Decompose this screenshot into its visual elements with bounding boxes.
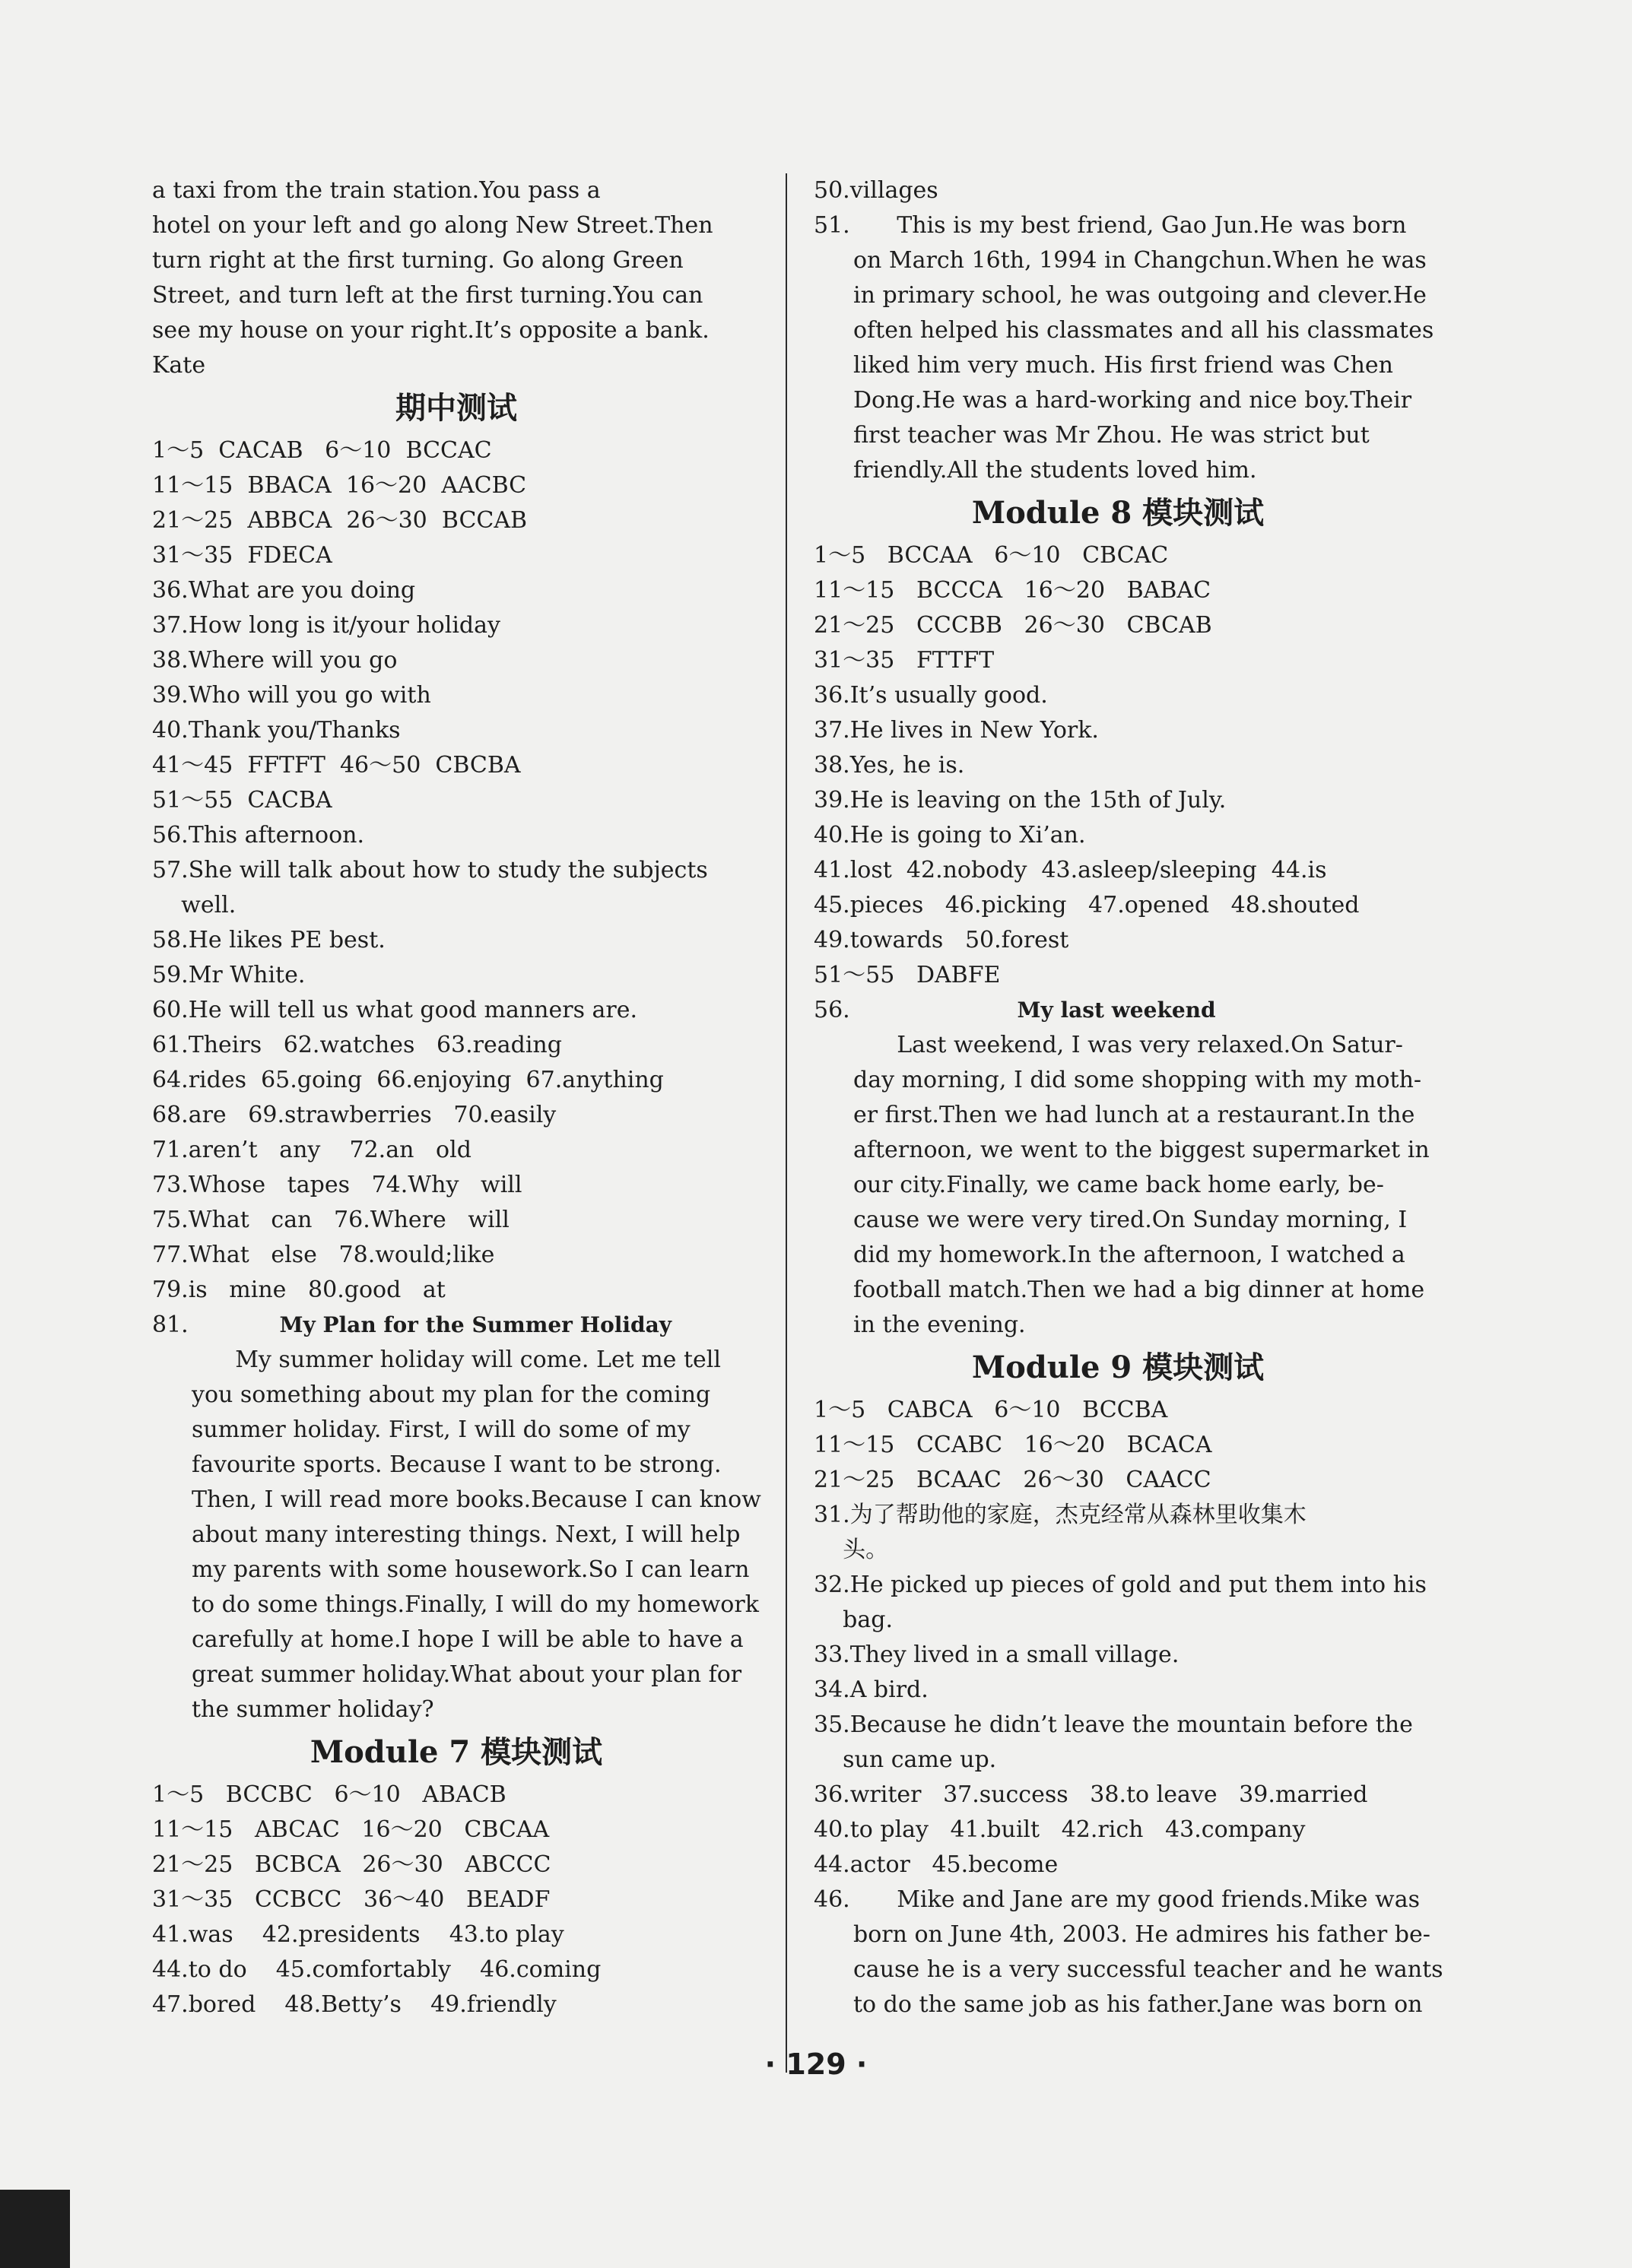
answer-line: 11～15 ABCAC 16～20 CBCAA bbox=[152, 1816, 550, 1843]
text-line: see my house on your right.It’s opposite a bank. bbox=[152, 317, 710, 344]
answer-line: 40.He is going to Xi’an. bbox=[814, 822, 1086, 849]
answer-line: 61.Theirs 62.watches 63.reading bbox=[152, 1032, 562, 1058]
page-number: · 129 · bbox=[764, 2048, 868, 2081]
answer-line: 56.This afternoon. bbox=[152, 822, 365, 849]
answer-line: 41.lost 42.nobody 43.asleep/sleeping 44.is bbox=[814, 857, 1327, 883]
essay-line: Mike and Jane are my good friends.Mike was bbox=[853, 1886, 1420, 1913]
answer-line: 31～35 FTTFT bbox=[814, 647, 995, 674]
module9-answers bbox=[814, 1393, 1427, 1883]
answer-line: 47.bored 48.Betty’s 49.friendly bbox=[152, 1991, 557, 2018]
intro-block bbox=[152, 173, 760, 383]
module9-heading: Module 9 模块测试 bbox=[971, 1350, 1265, 1385]
answer-line: 51～55 CACBA bbox=[152, 787, 332, 814]
right-column bbox=[814, 173, 1443, 2022]
answer-line: 39.Who will you go with bbox=[152, 682, 431, 709]
answer-line: 45.pieces 46.picking 47.opened 48.shouted bbox=[814, 892, 1360, 918]
essay-line: er first.Then we had lunch at a restaurant.In the bbox=[853, 1102, 1415, 1128]
essay-line: often helped his classmates and all his classmates bbox=[853, 317, 1434, 344]
essay-line: summer holiday. First, I will do some of my bbox=[192, 1416, 691, 1443]
essay-line: to do some things.Finally, I will do my homework bbox=[192, 1591, 759, 1618]
essay-46-number: 46. bbox=[814, 1886, 850, 1913]
answer-line: 1～5 CACAB 6～10 BCCAC bbox=[152, 437, 492, 464]
essay-line: This is my best friend, Gao Jun.He was born bbox=[853, 212, 1407, 239]
answer-line: 79.is mine 80.good at bbox=[152, 1277, 446, 1303]
essay-line: in primary school, he was outgoing and clever.He bbox=[853, 282, 1427, 309]
answer-line: 41.was 42.presidents 43.to play bbox=[152, 1921, 564, 1948]
essay-line: born on June 4th, 2003. He admires his father be- bbox=[853, 1921, 1430, 1948]
essay-line: football match.Then we had a big dinner at home bbox=[853, 1277, 1425, 1303]
answer-line: 36.It’s usually good. bbox=[814, 682, 1048, 709]
answer-line: 40.to play 41.built 42.rich 43.company bbox=[814, 1816, 1306, 1843]
answer-line: 36.What are you doing bbox=[152, 577, 416, 604]
answer-line: well. bbox=[152, 892, 237, 918]
essay-line: the summer holiday? bbox=[192, 1696, 434, 1723]
answer-line: 21～25 BCBCA 26～30 ABCCC bbox=[152, 1851, 551, 1878]
answer-line: 51～55 DABFE bbox=[814, 962, 1001, 988]
text-line: hotel on your left and go along New Street.Then bbox=[152, 212, 713, 239]
essay-81 bbox=[152, 1308, 760, 1727]
essay-56 bbox=[814, 993, 1430, 1343]
answer-line: 31～35 CCBCC 36～40 BEADF bbox=[152, 1886, 551, 1913]
text-line: turn right at the first turning. Go along Green bbox=[152, 247, 684, 274]
answer-line: 34.A bird. bbox=[814, 1676, 929, 1703]
essay-81-number: 81. bbox=[152, 1312, 189, 1338]
answer-line: 60.He will tell us what good manners are. bbox=[152, 997, 638, 1023]
essay-51 bbox=[814, 208, 1434, 488]
essay-line: on March 16th, 1994 in Changchun.When he was bbox=[853, 247, 1427, 274]
answer-line: 41～45 FFTFT 46～50 CBCBA bbox=[152, 752, 521, 779]
essay-81-header bbox=[152, 1308, 760, 1343]
essay-line: about many interesting things. Next, I will help bbox=[192, 1521, 741, 1548]
answer-line: 71.aren’t any 72.an old bbox=[152, 1137, 472, 1163]
essay-line: friendly.All the students loved him. bbox=[853, 457, 1257, 484]
answer-line: 44.to do 45.comfortably 46.coming bbox=[152, 1956, 602, 1983]
module8-answers bbox=[814, 538, 1422, 993]
answer-line: 36.writer 37.success 38.to leave 39.married bbox=[814, 1781, 1368, 1808]
answer-line: 59.Mr White. bbox=[152, 962, 306, 988]
essay-line: cause he is a very successful teacher and he wants bbox=[853, 1956, 1443, 1983]
module7-answers bbox=[152, 1778, 760, 2022]
answer-line: 50.villages bbox=[814, 177, 938, 204]
essay-line: first teacher was Mr Zhou. He was strict but bbox=[853, 422, 1370, 449]
module8-heading: Module 8 模块测试 bbox=[971, 495, 1265, 531]
answer-line: 44.actor 45.become bbox=[814, 1851, 1059, 1878]
essay-46 bbox=[814, 1883, 1443, 2022]
essay-line: Last weekend, I was very relaxed.On Satur- bbox=[853, 1032, 1403, 1058]
column-divider bbox=[786, 173, 787, 2073]
answer-line: 68.are 69.strawberries 70.easily bbox=[152, 1102, 557, 1128]
answer-line: 38.Yes, he is. bbox=[814, 752, 965, 779]
essay-81-title: My Plan for the Summer Holiday bbox=[279, 1312, 672, 1337]
answer-line: 21～25 BCAAC 26～30 CAACC bbox=[814, 1467, 1211, 1493]
answer-line: 64.rides 65.going 66.enjoying 67.anything bbox=[152, 1067, 664, 1093]
essay-line: cause we were very tired.On Sunday morning, I bbox=[853, 1207, 1408, 1233]
answer-line: 1～5 BCCBC 6～10 ABACB bbox=[152, 1781, 506, 1808]
answer-line: sun came up. bbox=[814, 1746, 997, 1773]
answer-line: 33.They lived in a small village. bbox=[814, 1642, 1180, 1668]
essay-line: afternoon, we went to the biggest supermarket in bbox=[853, 1137, 1430, 1163]
answer-line: 73.Whose tapes 74.Why will bbox=[152, 1172, 522, 1198]
essay-56-title: My last weekend bbox=[1017, 998, 1216, 1023]
answer-line: 37.How long is it/your holiday bbox=[152, 612, 500, 639]
answer-line: 32.He picked up pieces of gold and put them into his bbox=[814, 1572, 1427, 1598]
corner-mark bbox=[0, 2190, 70, 2268]
essay-line: our city.Finally, we came back home early, be- bbox=[853, 1172, 1384, 1198]
answer-line: 31～35 FDECA bbox=[152, 542, 332, 569]
module7-heading: Module 7 模块测试 bbox=[310, 1734, 603, 1770]
text-line: a taxi from the train station.You pass a bbox=[152, 177, 601, 204]
essay-56-number: 56. bbox=[814, 997, 850, 1023]
left-column bbox=[152, 173, 760, 2022]
answer-line: 11～15 BCCCA 16～20 BABAC bbox=[814, 577, 1211, 604]
answer-line: 77.What else 78.would;like bbox=[152, 1242, 495, 1268]
essay-line: to do the same job as his father.Jane was born on bbox=[853, 1991, 1423, 2018]
essay-line: Dong.He was a hard-working and nice boy.Their bbox=[853, 387, 1412, 414]
answer-line: 1～5 CABCA 6～10 BCCBA bbox=[814, 1397, 1168, 1423]
answer-line: 38.Where will you go bbox=[152, 647, 398, 674]
essay-line: you something about my plan for the coming bbox=[192, 1381, 711, 1408]
essay-line: my parents with some housework.So I can learn bbox=[192, 1556, 750, 1583]
midterm-answers bbox=[152, 433, 760, 1308]
answer-line: 40.Thank you/Thanks bbox=[152, 717, 401, 744]
essay-line: favourite sports. Because I want to be strong. bbox=[192, 1451, 722, 1478]
answer-line: 35.Because he didn’t leave the mountain before the bbox=[814, 1711, 1413, 1738]
answer-line: 11～15 CCABC 16～20 BCACA bbox=[814, 1432, 1212, 1458]
answer-line: 31.为了帮助他的家庭，杰克经常从森林里收集木 bbox=[814, 1502, 1307, 1528]
essay-46-body bbox=[814, 1883, 1443, 2022]
essay-line: in the evening. bbox=[853, 1312, 1026, 1338]
essay-line: day morning, I did some shopping with my moth- bbox=[853, 1067, 1422, 1093]
essay-line: My summer holiday will come. Let me tell bbox=[192, 1347, 721, 1373]
answer-line: 57.She will talk about how to study the subjects bbox=[152, 857, 708, 883]
text-line: Street, and turn left at the first turning.You can bbox=[152, 282, 703, 309]
answer-line: 头。 bbox=[814, 1537, 889, 1563]
essay-51-body bbox=[814, 208, 1434, 488]
essay-line: carefully at home.I hope I will be able to have a bbox=[192, 1626, 744, 1653]
essay-56-header bbox=[814, 993, 1422, 1028]
essay-51-number: 51. bbox=[814, 212, 850, 239]
midterm-heading: 期中测试 bbox=[395, 390, 517, 426]
essay-line: did my homework.In the afternoon, I watched a bbox=[853, 1242, 1405, 1268]
answer-line: 37.He lives in New York. bbox=[814, 717, 1099, 744]
answer-line: 58.He likes PE best. bbox=[152, 927, 386, 953]
essay-line: liked him very much. His first friend was Chen bbox=[853, 352, 1393, 379]
text-line: Kate bbox=[152, 352, 206, 379]
answer-line: 11～15 BBACA 16～20 AACBC bbox=[152, 472, 527, 499]
essay-line: Then, I will read more books.Because I can know bbox=[192, 1486, 761, 1513]
essay-line: great summer holiday.What about your plan for bbox=[192, 1661, 742, 1688]
answer-line: 49.towards 50.forest bbox=[814, 927, 1069, 953]
answer-line: 1～5 BCCAA 6～10 CBCAC bbox=[814, 542, 1169, 569]
answer-line: 39.He is leaving on the 15th of July. bbox=[814, 787, 1227, 814]
answer-line: 21～25 CCCBB 26～30 CBCAB bbox=[814, 612, 1212, 639]
answer-line: 75.What can 76.Where will bbox=[152, 1207, 510, 1233]
essay-56-body bbox=[814, 1028, 1430, 1343]
answer-line: 21～25 ABBCA 26～30 BCCAB bbox=[152, 507, 528, 534]
answer-line: bag. bbox=[814, 1607, 893, 1633]
essay-81-body bbox=[152, 1343, 760, 1727]
